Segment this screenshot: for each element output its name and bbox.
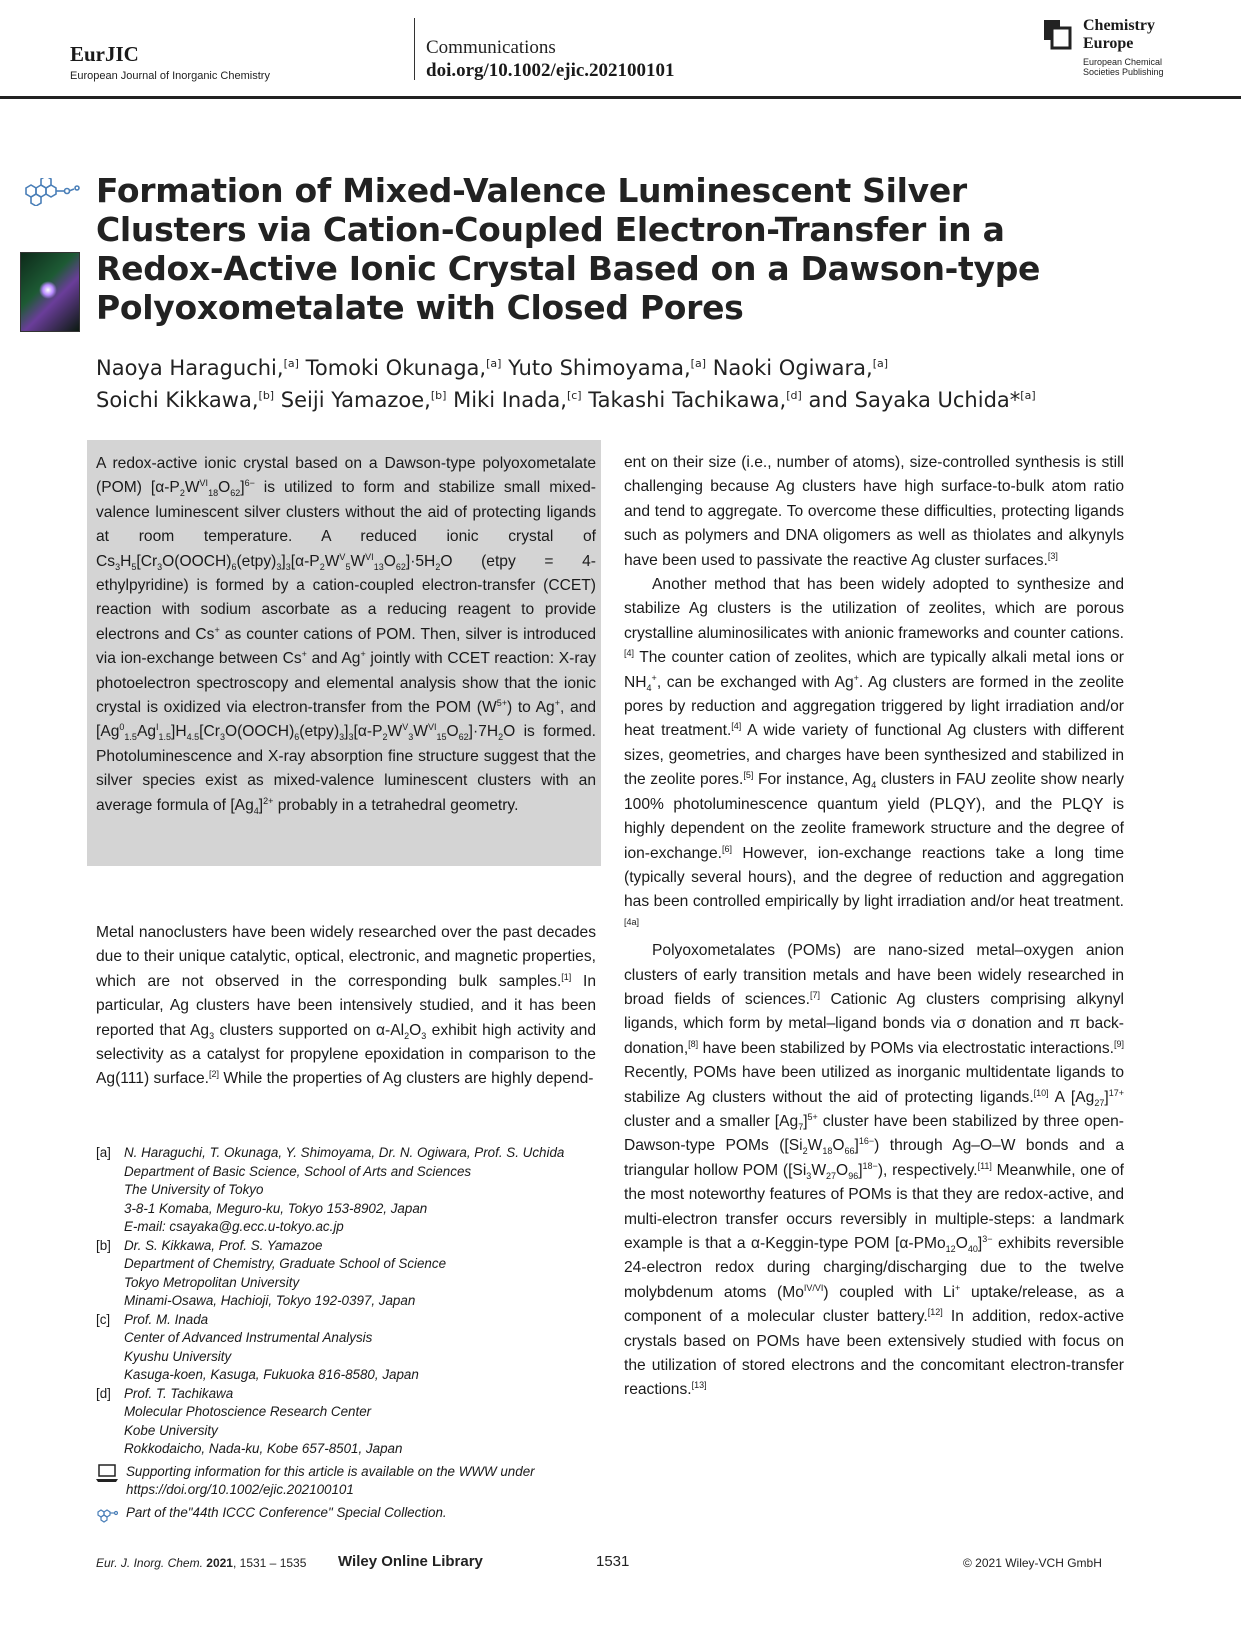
- doi-link[interactable]: doi.org/10.1002/ejic.202100101: [426, 60, 675, 81]
- author-3: Yuto Shimoyama,[a]: [508, 356, 706, 380]
- molecule-network-icon: [20, 178, 82, 206]
- abstract-text: A redox-active ionic crystal based on a Dawson-type polyoxometalate (POM) $[\alpha-P_2W^{VI}_{18}O_{62}]^{6-}$ is utilized to form and stabilize small mixed-valence luminescent silver clusters without the aid of protecting ligands at room temperature. A reduced ionic crystal of $Cs_3H_5[Cr_3O(OOCH)_6(etpy)_3]_3[\alpha-P_2W^V_5W^{VI}_{13}O_{62}]\cdot 5H_2O$ (etpy = 4-ethylpyridine) is formed by a cation-coupled electron-transfer (CCET) reaction with sodium ascorbate as a reducing reagent to provide electrons and Cs+ as counter cations of POM. Then, silver is introduced via ion-exchange between Cs+ and Ag+ jointly with CCET reaction: X-ray photoelectron spectroscopy and elemental analysis show that the ionic crystal is oxidized via electron-transfer from the POM $(W^{5+})$ to Ag+, and $[Ag^0_{1.5}Ag^I_{1.5}]H_{4.5}[Cr_3O(OOCH)_6(etpy)_3]_3[\alpha-P_2W^V_3W^{VI}_{15}O_{62}]\cdot 7H_2O$ is formed. Photoluminescence and X-ray absorption fine structure suggest that the silver species exist as mixed-valence luminescent clusters with an average formula of $[Ag_4]^{2+}$ probably in a tetrahedral geometry.: [96, 455, 597, 816]
- header-rule: [0, 96, 1241, 99]
- journal-full-name: European Journal of Inorganic Chemistry: [70, 70, 270, 82]
- author-1: Naoya Haraguchi,[a]: [96, 356, 299, 380]
- affiliation-b: [b] Dr. S. Kikkawa, Prof. S. Yamazoe Department of Chemistry, Graduate School of Science Tokyo Metropolitan University Minami-Osawa, Hachioji, Tokyo 192-0397, Japan: [96, 1237, 447, 1308]
- publisher-sub-line2: Societies Publishing: [1083, 67, 1164, 77]
- header-divider: [414, 18, 415, 80]
- article-title: Formation of Mixed-Valence Luminescent Silver Clusters via Cation-Coupled Electron-Transfer in a Redox-Active Ionic Crystal Based on a Dawson-type Polyoxometalate with Closed Pores: [96, 171, 1041, 327]
- affiliation-c: [c] Prof. M. Inada Center of Advanced Instrumental Analysis Kyushu University Kasuga-koen, Kasuga, Fukuoka 816-8580, Japan: [96, 1311, 419, 1382]
- journal-abbreviation: EurJIC: [70, 42, 139, 66]
- contact-email[interactable]: E-mail: csayaka@g.ecc.u-tokyo.ac.jp: [124, 1219, 344, 1234]
- author-7: Miki Inada,[c]: [453, 388, 582, 412]
- footer-citation: Eur. J. Inorg. Chem. 2021, 1531 – 1535: [96, 1556, 307, 1570]
- affiliations: [96, 1144, 606, 1524]
- body-right-column: [624, 451, 1124, 1403]
- author-2: Tomoki Okunaga,[a]: [305, 356, 502, 380]
- author-9: and Sayaka Uchida*[a]: [808, 388, 1036, 412]
- supporting-info-text[interactable]: Supporting information for this article is available on the WWW under https://doi.org/10.1002/ejic.202100101: [126, 1463, 535, 1497]
- special-collection-text: Part of the"44th ICCC Conference" Special Collection.: [126, 1504, 447, 1520]
- paragraph-intro: Metal nanoclusters have been widely researched over the past decades due to their unique catalytic, optical, electronic, and magnetic properties, which are not observed in the corresponding bulk samples.[1] In particular, Ag clusters have been intensively studied, and it has been reported that $Ag_3$ clusters supported on $\alpha-Al_2O_3$ exhibit high activity and selectivity as a catalyst for propylene epoxidation in comparison to the Ag(111) surface.[2] While the properties of Ag clusters are highly depend-: [96, 924, 597, 1088]
- body-left-column: [96, 921, 596, 1092]
- affiliation-d: [d] Prof. T. Tachikawa Molecular Photoscience Research Center Kobe University Rokkodaicho, Nada-ku, Kobe 657-8501, Japan: [96, 1385, 403, 1456]
- section-type: Communications: [426, 37, 556, 58]
- publisher-sub-line1: European Chemical: [1083, 57, 1163, 67]
- publisher-name: [1083, 17, 1155, 53]
- publisher-name-line2: Europe: [1083, 35, 1134, 52]
- laptop-icon: [96, 1463, 118, 1483]
- author-8: Takashi Tachikawa,[d]: [588, 388, 802, 412]
- wiley-online-library-link[interactable]: Wiley Online Library: [338, 1553, 483, 1570]
- journal-cover-thumbnail[interactable]: [20, 252, 80, 332]
- author-4: Naoki Ogiwara,[a]: [712, 356, 889, 380]
- paragraph-poms: Polyoxometalates (POMs) are nano-sized metal–oxygen anion clusters of early transition metals and have been widely researched in broad fields of sciences.[7] Cationic Ag clusters comprising alkynyl ligands, which form by metal–ligand bonds via σ donation and π back-donation,[8] have been stabilized by POMs via electrostatic interactions.[9] Recently, POMs have been utilized as inorganic multidentate ligands to stabilize Ag clusters without the aid of protecting ligands.[10] A $[Ag_{27}]^{17+}$ cluster and a smaller $[Ag_7]^{5+}$ cluster have been stabilized by three open-Dawson-type POMs $([Si_2W_{18}O_{66}]^{16-})$ through Ag–O–W bonds and a triangular hollow POM $([Si_3W_{27}O_{96}]^{18-})$, respectively.[11] Meanwhile, one of the most noteworthy features of POMs is that they are redox-active, and multi-electron transfer occurs reversibly in multiple-steps: a landmark example is that a α-Keggin-type POM $[\alpha-PMo_{12}O_{40}]^{3-}$ exhibits reversible 24-electron redox during charging/discharging due to the twelve molybdenum atoms $(Mo^{IV/VI})$ coupled with Li+ uptake/release, as a component of a molecular cluster battery.[12] In addition, redox-active crystals based on POMs have been extensively studied with focus on the utilization of stored electrons and the concomitant electron-transfer reactions.[13]: [624, 942, 1125, 1399]
- chemistry-europe-logo: [1044, 20, 1078, 50]
- special-collection-note: [96, 1504, 606, 1524]
- author-6: Seiji Yamazoe,[b]: [280, 388, 447, 412]
- paragraph-zeolites: Another method that has been widely adopted to synthesize and stabilize Ag clusters is the utilization of zeolites, which are porous crystalline aluminosilicates with anionic frameworks and counter cations.[4] The counter cation of zeolites, which are typically alkali metal ions or $NH_4^+$, can be exchanged with Ag+. Ag clusters are formed in the zeolite pores by reduction and aggregation triggered by light irradiation and/or heat treatment.[4] A wide variety of functional Ag clusters with different sizes, geometries, and charges have been synthesized and stabilized in the zeolite pores.[5] For instance, $Ag_4$ clusters in FAU zeolite show nearly 100% photoluminescence quantum yield (PLQY), and the PLQY is highly dependent on the zeolite framework structure and the degree of ion-exchange.[6] However, ion-exchange reactions take a long time (typically several hours), and the degree of reduction and aggregation has been controlled empirically by light irradiation and/or heat treatment.[4a]: [624, 576, 1124, 927]
- publisher-name-line1: Chemistry: [1083, 17, 1155, 34]
- molecule-network-small-icon: [96, 1504, 118, 1524]
- author-list: [96, 352, 1136, 416]
- affiliation-a: [a] N. Haraguchi, T. Okunaga, Y. Shimoyama, Dr. N. Ogiwara, Prof. S. Uchida Department of Basic Science, School of Arts and Sciences The University of Tokyo 3-8-1 Komaba, Meguro-ku, Tokyo 153-8902, Japan E-mail: csayaka@g.ecc.u-tokyo.ac.jp: [96, 1144, 606, 1237]
- publisher-subtitle: [1083, 57, 1164, 77]
- author-5: Soichi Kikkawa,[b]: [96, 388, 275, 412]
- copyright: © 2021 Wiley-VCH GmbH: [963, 1556, 1102, 1570]
- supporting-info-note: [96, 1463, 606, 1500]
- page-number: 1531: [596, 1553, 630, 1570]
- paragraph-continued: ent on their size (i.e., number of atoms), size-controlled synthesis is still challenging because Ag clusters have high surface-to-bulk atom ratio and tend to aggregate. To overcome these difficulties, protecting ligands such as polymers and DNA oligomers as well as thiolates and alkynyls have been used to passivate the reactive Ag cluster surfaces.[3]: [624, 454, 1124, 569]
